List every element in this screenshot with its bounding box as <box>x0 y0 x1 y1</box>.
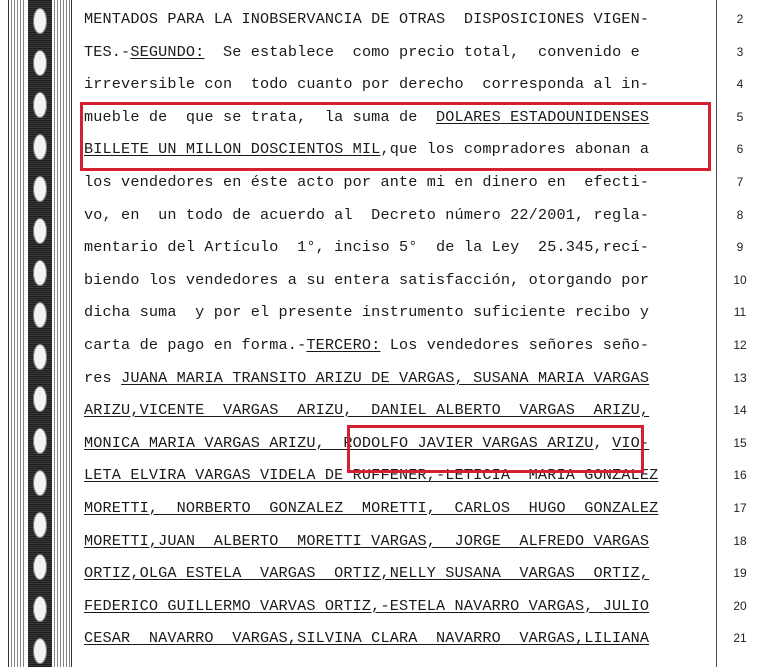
line-number: 20 <box>733 598 747 613</box>
document-line <box>84 173 696 191</box>
document-line <box>84 532 696 550</box>
line-number: 16 <box>733 468 747 483</box>
line-number: 18 <box>733 533 747 548</box>
line-number: 19 <box>733 566 747 581</box>
line-text: mentario del Artículo 1°, inciso 5° de la Ley 25.345,recí- <box>84 238 650 257</box>
margin-rule <box>716 0 717 667</box>
line-number: 12 <box>733 338 747 352</box>
border-oval <box>33 512 47 538</box>
document-line <box>84 564 696 582</box>
document-line <box>84 336 696 354</box>
document-line <box>84 629 696 647</box>
border-oval <box>33 554 47 580</box>
border-edge-line <box>71 0 72 667</box>
line-number: 2 <box>736 12 744 26</box>
line-text: MENTADOS PARA LA INOBSERVANCIA DE OTRAS DISPOSICIONES VIGEN- <box>84 10 650 28</box>
document-line <box>84 206 696 224</box>
decorative-border <box>8 0 72 667</box>
underlined-text: ORTIZ,OLGA ESTELA VARGAS ORTIZ,NELLY SUSANA VARGAS ORTIZ, <box>84 564 650 583</box>
line-number: 13 <box>733 370 747 385</box>
line-number: 10 <box>733 272 747 287</box>
line-number: 9 <box>736 240 744 255</box>
underlined-text: LETA ELVIRA VARGAS VIDELA DE RUFFENER,-LETICIA MARIA GONZALEZ <box>84 466 659 485</box>
line-text: TES.- <box>84 42 131 61</box>
underlined-text: SEGUNDO: <box>130 42 205 61</box>
line-number: 8 <box>736 207 744 222</box>
line-number: 4 <box>736 77 744 92</box>
line-number: 11 <box>733 305 747 320</box>
underlined-text: MORETTI,JUAN ALBERTO MORETTI VARGAS, JORGE ALFREDO VARGAS <box>84 531 650 550</box>
border-pattern-left <box>8 0 26 667</box>
border-oval <box>33 218 47 244</box>
document-line <box>84 499 696 517</box>
document-line <box>84 75 696 93</box>
underlined-text: CESAR NAVARRO VARGAS,SILVINA CLARA NAVARRO VARGAS,LILIANA <box>84 629 650 648</box>
line-number: 6 <box>736 142 744 157</box>
underlined-text: VIO- <box>612 433 650 452</box>
underlined-text: JUANA MARIA TRANSITO ARIZU DE VARGAS, SUSANA MARIA VARGAS <box>121 368 650 387</box>
document-line <box>84 43 696 61</box>
line-text: , <box>593 433 613 452</box>
line-text: los vendedores en éste acto por ante mi en dinero en efecti- <box>84 173 650 191</box>
line-text: carta de pago en forma.- <box>84 336 307 354</box>
underlined-text: MORETTI, NORBERTO GONZALEZ MORETTI, CARLOS HUGO GONZALEZ <box>84 499 659 517</box>
document-line <box>84 271 696 289</box>
line-text: ,que los compradores abonan a <box>380 140 650 159</box>
line-text: Se establece como precio total, convenido e <box>204 42 640 61</box>
line-number: 5 <box>736 109 744 124</box>
line-number: 21 <box>733 631 747 646</box>
line-text: res <box>84 368 122 387</box>
border-edge-line <box>8 0 9 667</box>
border-oval <box>33 92 47 118</box>
underlined-text: TERCERO: <box>306 336 381 354</box>
border-oval <box>33 596 47 622</box>
highlight-box-rodolfo-javier-vargas-arizu <box>347 425 644 473</box>
underlined-text: FEDERICO GUILLERMO VARVAS ORTIZ,-ESTELA NAVARRO VARGAS, JULIO <box>84 596 650 615</box>
border-oval <box>33 638 47 664</box>
border-oval <box>33 386 47 412</box>
line-number: 17 <box>733 501 747 515</box>
border-oval <box>33 260 47 286</box>
border-oval <box>33 50 47 76</box>
underlined-text: DOLARES ESTADOUNIDENSES <box>436 107 650 126</box>
line-text: dicha suma y por el presente instrumento suficiente recibo y <box>84 303 650 322</box>
underlined-text: ARIZU,VICENTE VARGAS ARIZU, DANIEL ALBERTO VARGAS ARIZU, <box>84 401 650 420</box>
border-oval <box>33 302 47 328</box>
underlined-text: BILLETE UN MILLON DOSCIENTOS MIL <box>84 140 381 159</box>
line-text: irreversible con todo cuanto por derecho corresponda al in- <box>84 75 650 94</box>
line-text: biendo los vendedores a su entera satisfacción, otorgando por <box>84 270 650 289</box>
line-number: 7 <box>736 175 744 189</box>
border-oval <box>33 176 47 202</box>
document-line <box>84 10 696 28</box>
document-line <box>84 401 696 419</box>
border-oval <box>33 8 47 34</box>
line-text: mueble de que se trata, la suma de <box>84 107 437 126</box>
document-line <box>84 238 696 256</box>
line-number: 15 <box>733 435 747 450</box>
underlined-text: MONICA MARIA VARGAS ARIZU, RODOLFO JAVIER VARGAS ARIZU <box>84 433 594 452</box>
border-pattern-right <box>54 0 72 667</box>
border-oval <box>33 428 47 454</box>
border-oval <box>33 470 47 496</box>
highlight-box-price-clause <box>80 102 711 171</box>
border-oval <box>33 134 47 160</box>
document-line <box>84 597 696 615</box>
line-number: 3 <box>736 44 744 59</box>
border-oval <box>33 344 47 370</box>
document-line <box>84 369 696 387</box>
line-text: vo, en un todo de acuerdo al Decreto número 22/2001, regla- <box>84 205 650 224</box>
line-text: Los vendedores señores seño- <box>380 336 650 354</box>
line-number: 14 <box>733 403 747 418</box>
document-line <box>84 303 696 321</box>
